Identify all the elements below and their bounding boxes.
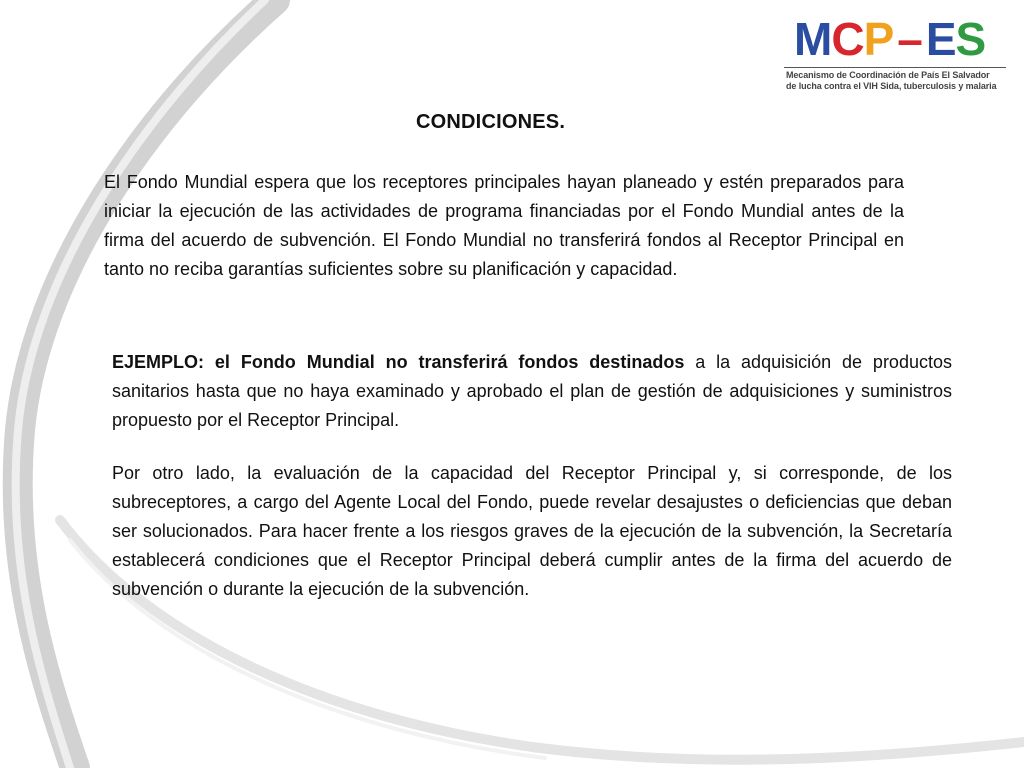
logo-letter-e: E: [925, 13, 956, 65]
assessment-paragraph: Por otro lado, la evaluación de la capacidad del Receptor Principal y, si corresponde, de los subreceptores, a cargo del Agente Local del Fondo, puede revelar desajustes o deficiencias que deban ser solucionados. Para hacer frente a los riesgos graves de la ejecución de la subvención, la Secretaría establecerá condiciones que el Receptor Principal deberá cumplir antes de la firma del acuerdo de subvención o durante la ejecución de la subvención.: [112, 463, 952, 599]
example-body: a la adquisición de productos sanitarios hasta que no haya examinado y aprobado el plan de gestión de adquisiciones y suministros propuesto por el Receptor Principal.: [112, 352, 952, 430]
example-lead-bold: EJEMPLO: el Fondo Mundial no transferirá fondos destinados: [112, 352, 685, 372]
logo-letter-p: P: [863, 13, 894, 65]
slide-title: CONDICIONES.: [416, 111, 566, 133]
logo-dash: –: [897, 13, 922, 65]
logo-subtitle: [786, 70, 1010, 92]
example-paragraph: [112, 348, 952, 435]
logo-subtitle-line-1: Mecanismo de Coordinación de País El Salvador: [786, 70, 990, 80]
logo-letter-c: C: [831, 13, 864, 65]
logo-divider: [784, 67, 1006, 68]
logo-subtitle-line-2: de lucha contra el VIH Sida, tuberculosis y malaria: [786, 81, 997, 91]
logo-wordmark: [794, 14, 985, 64]
conditions-paragraph: El Fondo Mundial espera que los receptores principales hayan planeado y estén preparados para iniciar la ejecución de las actividades de programa financiadas por el Fondo Mundial antes de la firma del acuerdo de subvención. El Fondo Mundial no transferirá fondos al Receptor Principal en tanto no reciba garantías suficientes sobre su planificación y capacidad.: [104, 172, 904, 279]
logo-letter-s: S: [955, 13, 986, 65]
mcp-es-logo: [784, 14, 1014, 94]
logo-letter-m: M: [794, 13, 832, 65]
